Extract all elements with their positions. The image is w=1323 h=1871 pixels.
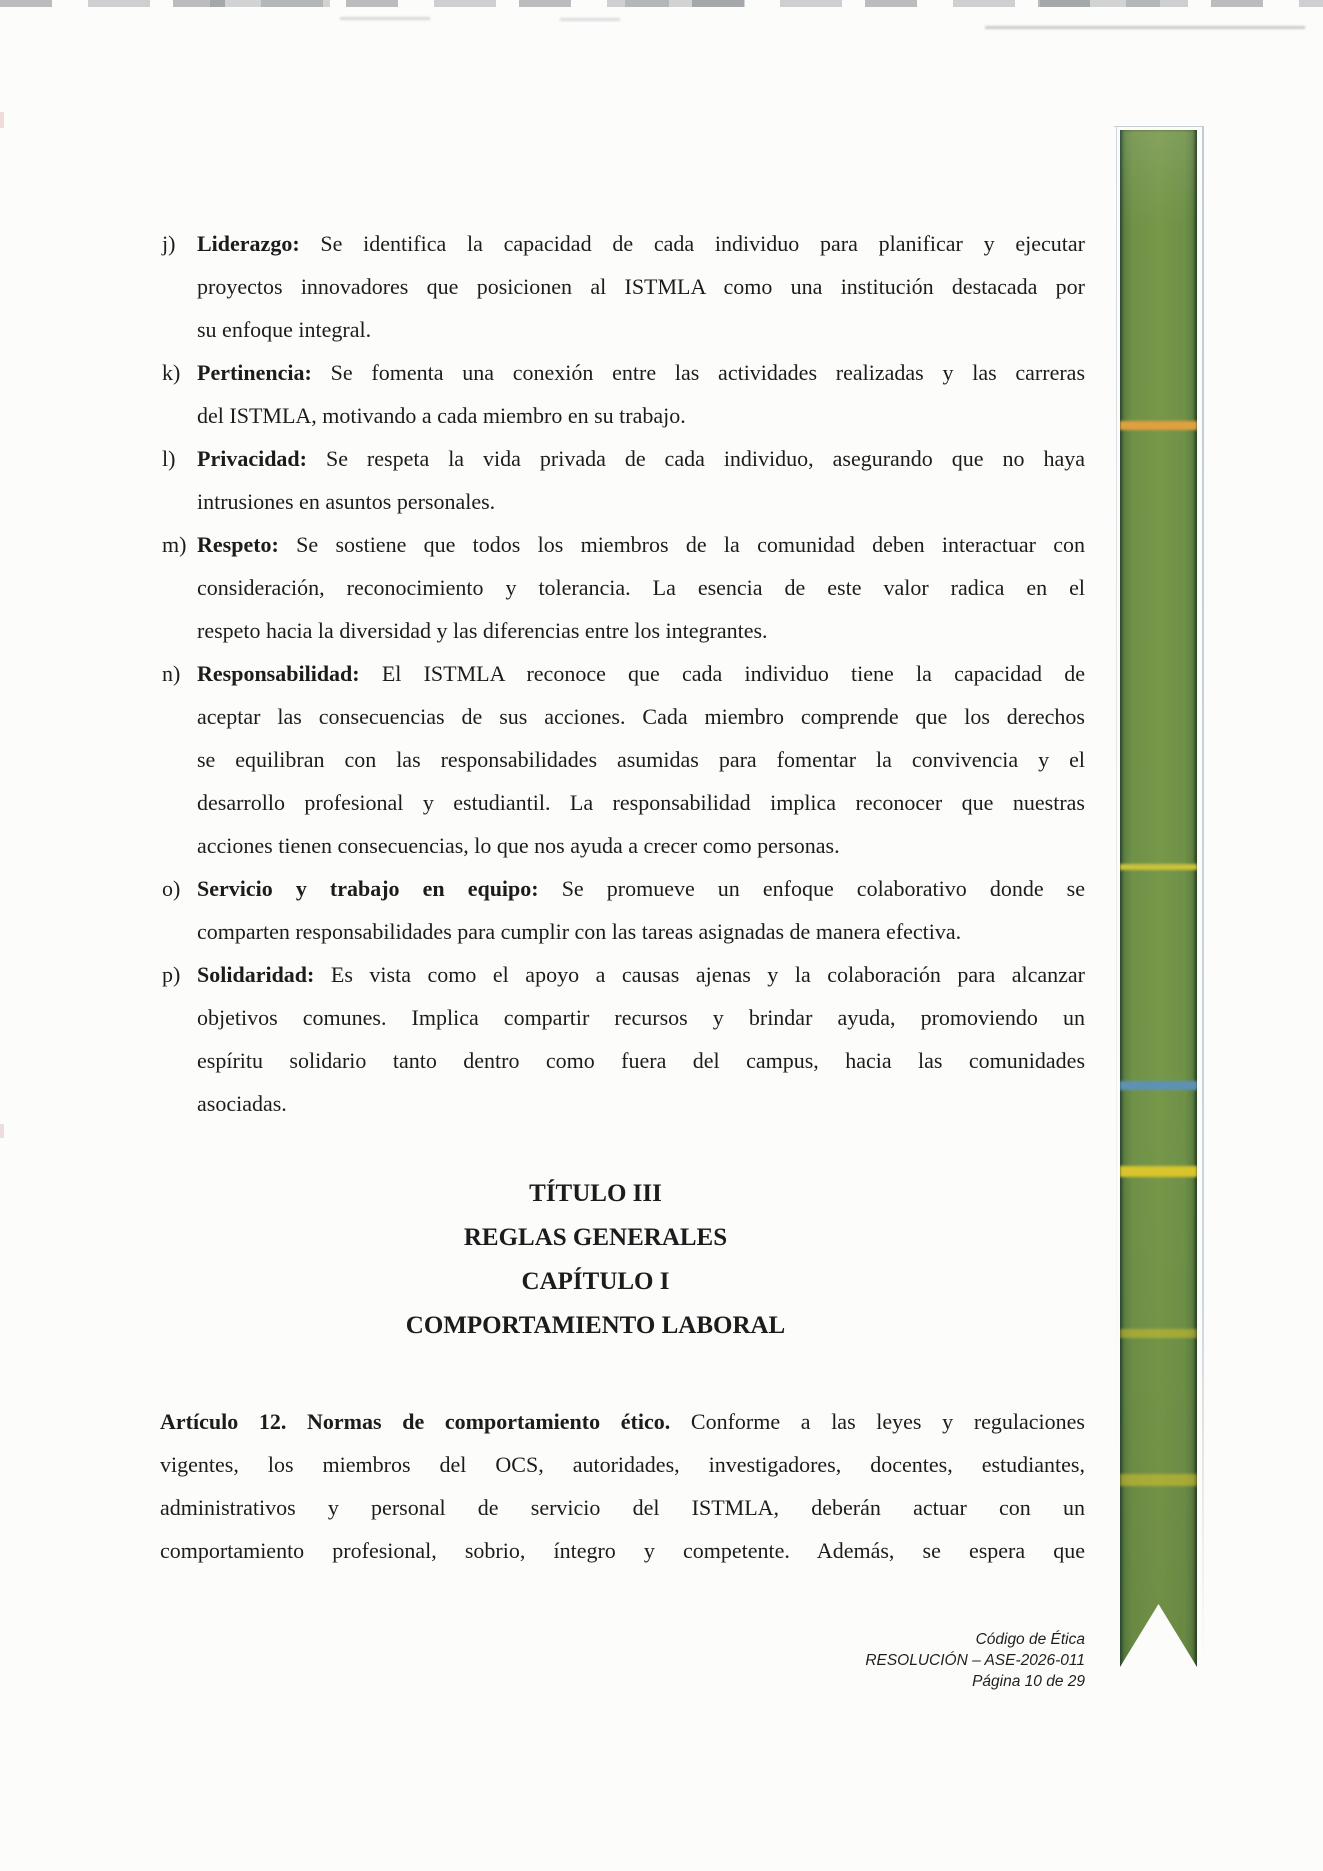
list-item <box>160 523 1085 652</box>
item-line: su enfoque integral. <box>197 317 372 342</box>
article-line: administrativos y personal de servicio del ISTMLA, deberán actuar con un <box>160 1495 1085 1520</box>
article-line-text: Conforme a las leyes y regulaciones <box>690 1409 1085 1434</box>
article-paragraph <box>160 1400 1085 1572</box>
item-term: Privacidad: <box>197 446 307 471</box>
item-line: del ISTMLA, motivando a cada miembro en su trabajo. <box>197 403 686 428</box>
item-line-text: Es vista como el apoyo a causas ajenas y la colaboración para alcanzar <box>330 962 1086 987</box>
item-line <box>197 523 1085 566</box>
item-line-text: Se fomenta una conexión entre las actividades realizadas y las carreras <box>330 360 1086 385</box>
scan-artifact-top-dashes <box>0 0 1323 7</box>
ribbon-stripe-yellow-thin <box>1120 864 1197 870</box>
item-term: Servicio y trabajo en equipo: <box>197 876 539 901</box>
item-line: aceptar las consecuencias de sus acciones. Cada miembro comprende que los derechos <box>197 704 1085 729</box>
ribbon-scan-frame <box>1114 126 1204 127</box>
section-heading-titulo: TÍTULO III <box>529 1180 662 1207</box>
section-heading-capitulo: CAPÍTULO I <box>521 1268 670 1295</box>
list-item <box>160 437 1085 523</box>
item-label: n) <box>162 661 181 686</box>
article-line: comportamiento profesional, sobrio, íntegro y competente. Además, se espera que <box>160 1538 1085 1563</box>
section-heading-reglas: REGLAS GENERALES <box>463 1224 728 1251</box>
item-line: asociadas. <box>197 1091 287 1116</box>
bookmark-ribbon <box>1120 130 1197 1667</box>
values-list <box>160 222 1085 1125</box>
ribbon-scan-frame <box>1202 126 1204 1666</box>
page-footer <box>685 1629 1085 1692</box>
article-term: Artículo 12. Normas de comportamiento ético. <box>160 1409 671 1434</box>
item-line: intrusiones en asuntos personales. <box>197 489 496 514</box>
item-line-text: Se identifica la capacidad de cada individuo para planificar y ejecutar <box>320 231 1086 256</box>
list-item <box>160 222 1085 351</box>
item-line: acciones tienen consecuencias, lo que nos ayuda a crecer como personas. <box>197 833 840 858</box>
item-term: Responsabilidad: <box>197 661 360 686</box>
item-line: comparten responsabilidades para cumplir con las tareas asignadas de manera efectiva. <box>197 919 962 944</box>
ribbon-stripe-yellow <box>1120 1166 1197 1177</box>
item-line: se equilibran con las responsabilidades asumidas para fomentar la convivencia y el <box>197 747 1085 772</box>
scan-artifact-smudge <box>560 18 620 21</box>
scan-artifact-speck <box>0 112 4 128</box>
footer-doc-title: Código de Ética <box>975 1631 1085 1648</box>
item-term: Liderazgo: <box>197 231 300 256</box>
article-line: vigentes, los miembros del OCS, autoridades, investigadores, docentes, estudiantes, <box>160 1452 1085 1477</box>
item-line: objetivos comunes. Implica compartir recursos y brindar ayuda, promoviendo un <box>197 1005 1085 1030</box>
list-item <box>160 351 1085 437</box>
item-line: desarrollo profesional y estudiantil. La responsabilidad implica reconocer que nuestras <box>197 790 1085 815</box>
item-line-text: Se promueve un enfoque colaborativo donde se <box>561 876 1085 901</box>
item-line <box>197 867 1085 910</box>
item-line-text: Se respeta la vida privada de cada individuo, asegurando que no haya <box>325 446 1085 471</box>
item-label: m) <box>162 532 187 557</box>
item-label: l) <box>162 446 176 471</box>
item-term: Solidaridad: <box>197 962 315 987</box>
item-term: Pertinencia: <box>197 360 312 385</box>
item-line <box>197 351 1085 394</box>
item-label: p) <box>162 962 181 987</box>
item-line <box>197 437 1085 480</box>
footer-page-number: Página 10 de 29 <box>972 1673 1085 1690</box>
ribbon-stripe-yellow-faint <box>1120 1474 1197 1486</box>
ribbon-scan-frame <box>1116 126 1117 1506</box>
item-line: respeto hacia la diversidad y las diferencias entre los integrantes. <box>197 618 768 643</box>
item-line-text: El ISTMLA reconoce que cada individuo tiene la capacidad de <box>381 661 1085 686</box>
scan-artifact-smudge <box>985 26 1305 29</box>
item-label: k) <box>162 360 181 385</box>
item-label: o) <box>162 876 181 901</box>
item-line: espíritu solidario tanto dentro como fuera del campus, hacia las comunidades <box>197 1048 1085 1073</box>
list-item <box>160 867 1085 953</box>
ribbon-stripe-yellow-faint <box>1120 1329 1197 1338</box>
item-line: proyectos innovadores que posicionen al ISTMLA como una institución destacada por <box>197 274 1085 299</box>
list-item <box>160 652 1085 867</box>
section-headings <box>160 1172 1085 1348</box>
item-label: j) <box>162 231 176 256</box>
ribbon-stripe-blue <box>1120 1081 1197 1090</box>
item-line <box>197 222 1085 265</box>
ribbon-stripe-orange <box>1120 421 1197 430</box>
item-term: Respeto: <box>197 532 279 557</box>
scan-artifact-speck <box>0 1124 4 1138</box>
item-line <box>197 953 1085 996</box>
item-line-text: Se sostiene que todos los miembros de la comunidad deben interactuar con <box>296 532 1086 557</box>
item-line <box>197 652 1085 695</box>
article-line <box>160 1400 1085 1443</box>
scan-artifact-smudge <box>340 17 430 20</box>
item-line: consideración, reconocimiento y tolerancia. La esencia de este valor radica en el <box>197 575 1085 600</box>
list-item <box>160 953 1085 1125</box>
footer-resolution: RESOLUCIÓN – ASE-2026-011 <box>865 1652 1085 1669</box>
section-heading-comportamiento: COMPORTAMIENTO LABORAL <box>405 1312 786 1339</box>
